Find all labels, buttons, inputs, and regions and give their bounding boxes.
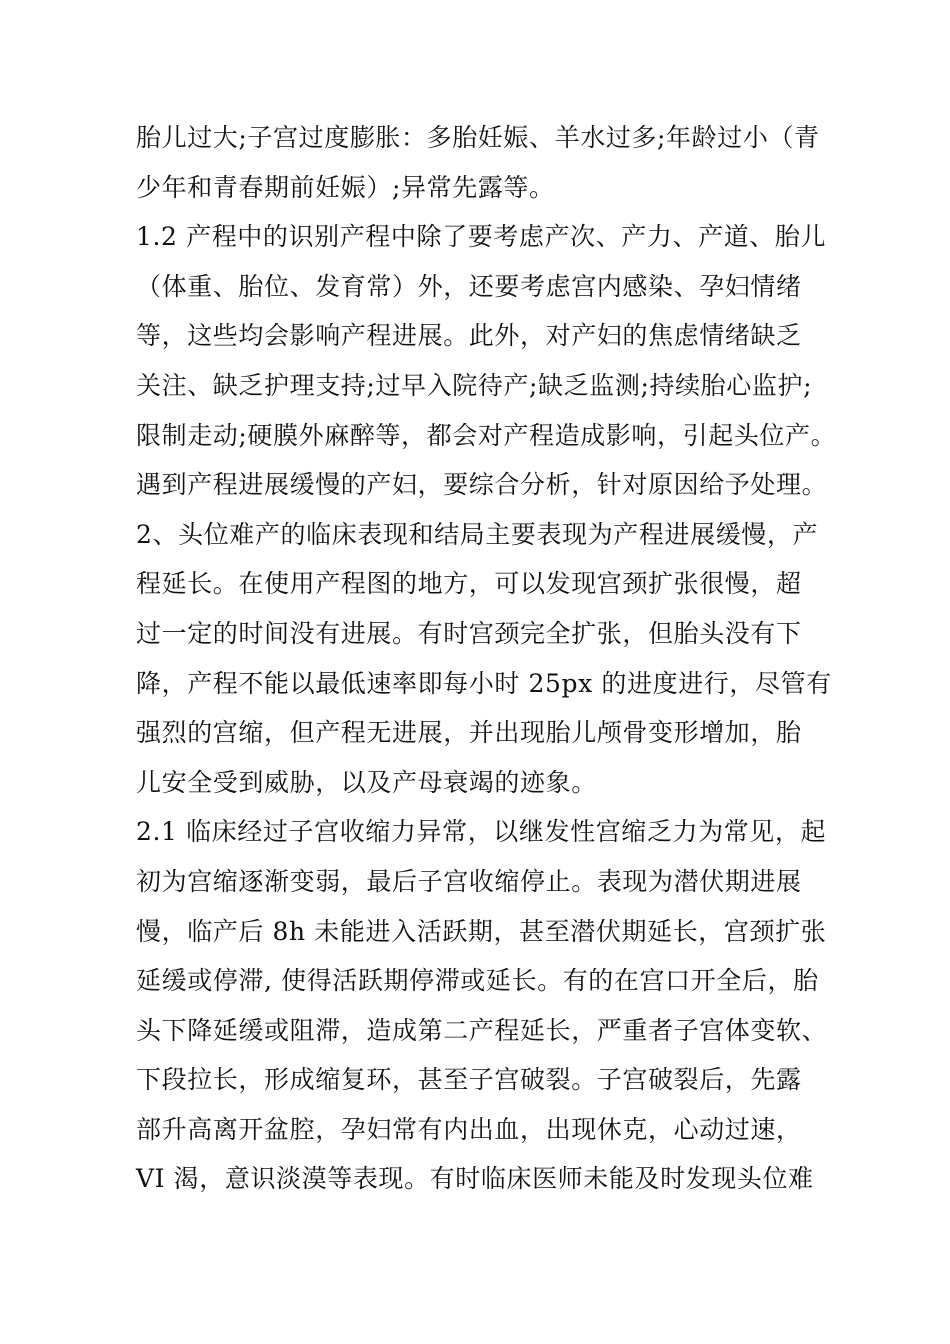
text-line: 胎儿过大;子宫过度膨胀：多胎妊娠、羊水过多;年龄过小（青 — [136, 123, 820, 152]
text-line: 限制走动;硬膜外麻醉等，都会对产程造成影响，引起头位产。 — [136, 420, 837, 450]
text-line: 关注、缺乏护理支持;过早入院待产;缺乏监测;持续胎心监护; — [136, 370, 813, 400]
document-body — [136, 113, 837, 1204]
text-line: 2.1 临床经过子宫收缩力异常，以继发性宫缩乏力为常见，起 — [136, 817, 827, 847]
text-line: 慢，临产后 8h 未能进入活跃期，甚至潜伏期延长，宫颈扩张 — [136, 916, 827, 946]
text-line: 降，产程不能以最低速率即每小时 25px 的进度进行，尽管有 — [136, 668, 832, 698]
text-line: 过一定的时间没有进展。有时宫颈完全扩张，但胎头没有下 — [136, 618, 802, 648]
text-line: 2、头位难产的临床表现和结局主要表现为产程进展缓慢，产 — [136, 519, 819, 549]
text-line: 延缓或停滞, 使得活跃期停滞或延长。有的在宫口开全后，胎 — [136, 966, 819, 996]
text-line: 部升高离开盆腔，孕妇常有内出血，出现休克，心动过速， — [136, 1114, 802, 1144]
text-line: 程延长。在使用产程图的地方，可以发现宫颈扩张很慢，超 — [136, 569, 802, 599]
text-line: 头下降延缓或阻滞，造成第二产程延长，严重者子宫体变软、 — [136, 1015, 828, 1045]
text-line: 少年和青春期前妊娠）;异常先露等。 — [136, 172, 555, 202]
text-line: 强烈的宫缩，但产程无进展，并出现胎儿颅骨变形增加，胎 — [136, 718, 802, 748]
text-line: 等，这些均会影响产程进展。此外，对产妇的焦虑情绪缺乏 — [136, 321, 802, 351]
text-line: 1.2 产程中的识别产程中除了要考虑产次、产力、产道、胎儿 — [136, 222, 827, 252]
text-line: 儿安全受到威胁，以及产母衰竭的迹象。 — [136, 767, 597, 797]
text-line: VI 渴，意识淡漠等表现。有时临床医师未能及时发现头位难 — [136, 1164, 814, 1194]
text-line: （体重、胎位、发育常）外，还要考虑宫内感染、孕妇情绪 — [136, 271, 802, 301]
text-line: 遇到产程进展缓慢的产妇，要综合分析，针对原因给予处理。 — [136, 470, 828, 500]
text-line: 下段拉长，形成缩复环，甚至子宫破裂。子宫破裂后，先露 — [136, 1065, 802, 1095]
text-line: 初为宫缩逐渐变弱，最后子宫收缩停止。表现为潜伏期进展 — [136, 866, 802, 896]
